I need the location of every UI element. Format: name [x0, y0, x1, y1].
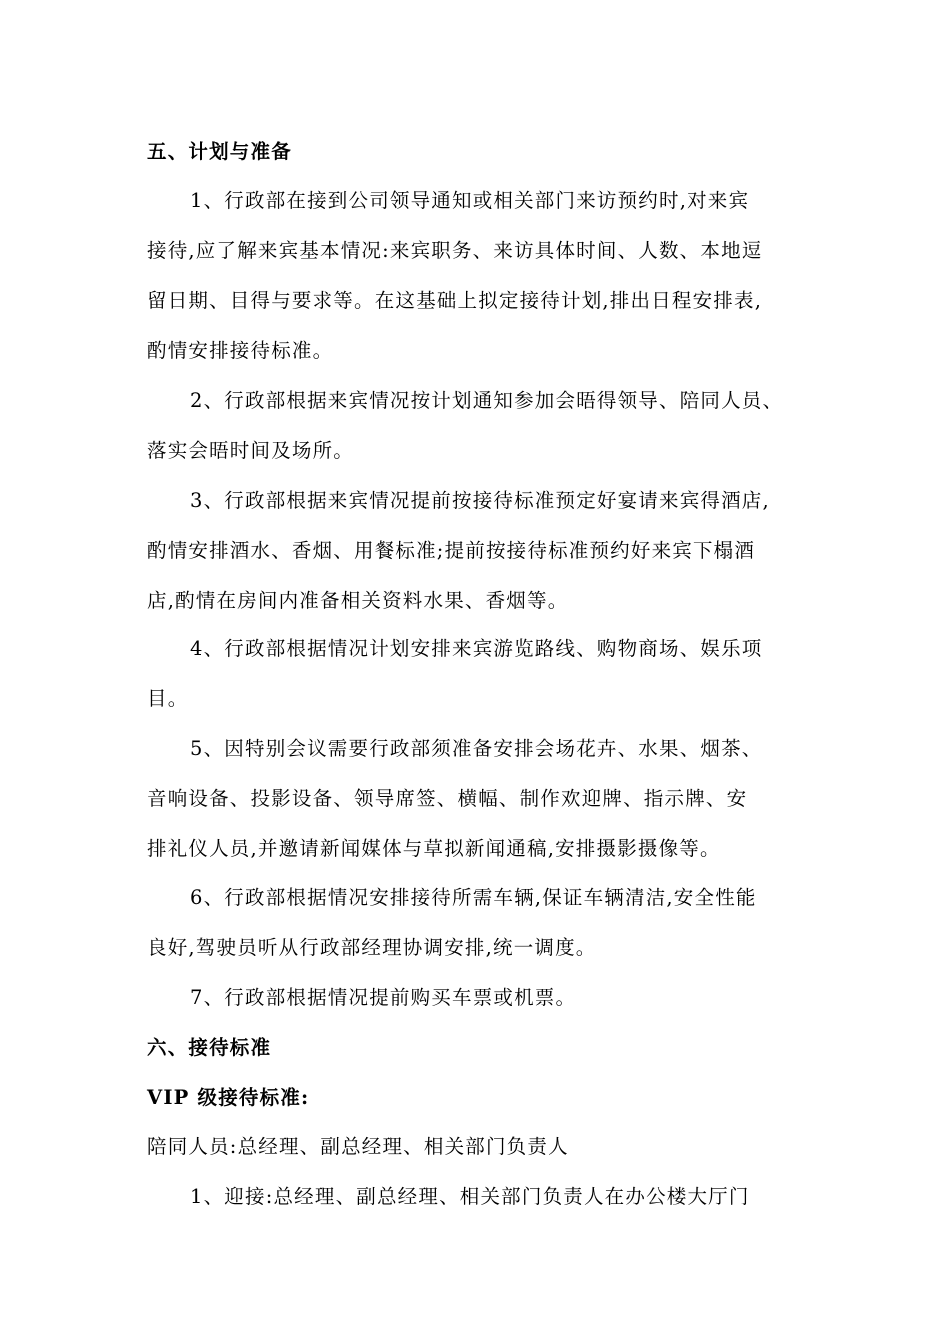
- vip-standard-heading: VIP 级接待标准:: [147, 1086, 310, 1109]
- section-heading-plan: 五、计划与准备: [147, 140, 292, 163]
- paragraph-line: 留日期、目得与要求等。在这基础上拟定接待计划,排出日程安排表,: [147, 289, 763, 312]
- paragraph-line: 良好,驾驶员听从行政部经理协调安排,统一调度。: [147, 936, 597, 959]
- paragraph-line: 5、因特别会议需要行政部须准备安排会场花卉、水果、烟茶、: [190, 737, 763, 760]
- paragraph-line: 3、行政部根据来宾情况提前按接待标准预定好宴请来宾得酒店,: [190, 489, 770, 512]
- paragraph-line: 4、行政部根据情况计划安排来宾游览路线、购物商场、娱乐项: [190, 637, 763, 660]
- section-heading-standards: 六、接待标准: [147, 1036, 272, 1059]
- paragraph-line: 酌情安排接待标准。: [147, 339, 334, 362]
- paragraph-line: 音响设备、投影设备、领导席签、横幅、制作欢迎牌、指示牌、安: [147, 787, 748, 810]
- paragraph-line: 1、迎接:总经理、副总经理、相关部门负责人在办公楼大厅门: [190, 1185, 750, 1208]
- paragraph-line: 接待,应了解来宾基本情况:来宾职务、来访具体时间、人数、本地逗: [147, 239, 763, 262]
- paragraph-line: 酌情安排酒水、香烟、用餐标准;提前按接待标准预约好来宾下榻酒: [147, 539, 756, 562]
- paragraph-line: 7、行政部根据情况提前购买车票或机票。: [190, 986, 577, 1009]
- paragraph-line: 1、行政部在接到公司领导通知或相关部门来访预约时,对来宾: [190, 189, 750, 212]
- accompany-line: 陪同人员:总经理、副总经理、相关部门负责人: [147, 1135, 569, 1158]
- paragraph-line: 排礼仪人员,并邀请新闻媒体与草拟新闻通稿,安排摄影摄像等。: [147, 837, 721, 860]
- paragraph-line: 目。: [147, 687, 189, 710]
- paragraph-line: 落实会晤时间及场所。: [147, 439, 355, 462]
- paragraph-line: 店,酌情在房间内准备相关资料水果、香烟等。: [147, 589, 569, 612]
- paragraph-line: 6、行政部根据情况安排接待所需车辆,保证车辆清洁,安全性能: [190, 886, 757, 909]
- paragraph-line: 2、行政部根据来宾情况按计划通知参加会晤得领导、陪同人员、: [190, 389, 784, 412]
